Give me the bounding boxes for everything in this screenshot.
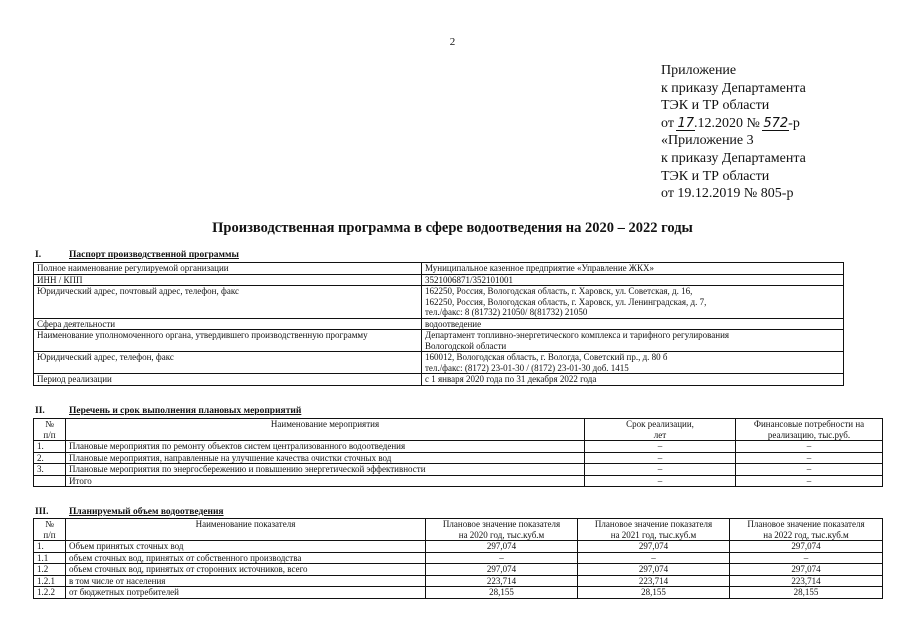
table-row — [34, 475, 883, 487]
section-3-heading — [35, 507, 224, 517]
row-number: 2. — [34, 452, 66, 464]
value-2022: 28,155 — [730, 587, 883, 599]
measure-finance: – — [736, 464, 883, 476]
table-row — [34, 575, 883, 587]
table-row — [34, 587, 883, 599]
section-title: Паспорт производственной программы — [69, 250, 239, 260]
value-2021: 28,155 — [578, 587, 730, 599]
row-number: 1.2.2 — [34, 587, 66, 599]
measure-finance: – — [736, 475, 883, 487]
table-header-row — [34, 419, 883, 441]
section-number: I. — [35, 250, 42, 260]
indicator-name: объем сточных вод, принятых от собственного производства — [66, 552, 426, 564]
annex-line: Приложение — [661, 63, 737, 78]
table-row — [34, 318, 844, 330]
section-title: Перечень и срок выполнения плановых мероприятий — [69, 406, 302, 416]
measure-term: – — [585, 452, 736, 464]
value-2021: 223,714 — [578, 575, 730, 587]
table-row — [34, 286, 844, 319]
column-header: Плановое значение показателя на 2021 год, тыс.куб.м — [578, 519, 730, 541]
value-2021: 297,074 — [578, 541, 730, 553]
page-number: 2 — [449, 36, 456, 48]
section-title: Планируемый объем водоотведения — [69, 507, 224, 517]
measure-finance: – — [736, 452, 883, 464]
annex-line: к приказу Департамента — [661, 80, 806, 96]
value-2020: 297,074 — [426, 541, 578, 553]
handwritten-number: 572 — [763, 115, 789, 131]
value-2020: 223,714 — [426, 575, 578, 587]
measure-name: Плановые мероприятия, направленные на улучшение качества очистки сточных вод — [66, 452, 585, 464]
passport-label: Сфера деятельности — [34, 318, 422, 330]
measures-table — [33, 418, 883, 487]
value-2020: – — [426, 552, 578, 564]
table-row — [34, 263, 844, 275]
passport-label: Юридический адрес, почтовый адрес, телефон, факс — [34, 286, 422, 319]
column-header: № п/п — [34, 419, 66, 441]
annex-mid: .12.2020 № — [693, 115, 764, 131]
handwritten-day: 17 — [677, 115, 694, 131]
passport-value: 162250, Россия, Вологодская область, г. Харовск, ул. Советская, д. 16, 162250, Россия, Вологодская область, г. Харовск, ул. Ленинградская, д. 7, тел./факс: 8 (81732) 21050/ 8(81732) 21050 — [422, 286, 844, 319]
row-number — [34, 475, 66, 487]
table-header-row — [34, 519, 883, 541]
passport-value: с 1 января 2020 года по 31 декабря 2022 года — [422, 374, 844, 386]
table-row — [34, 541, 883, 553]
value-2022: 297,074 — [730, 541, 883, 553]
row-number: 1.2 — [34, 564, 66, 576]
passport-label: Период реализации — [34, 374, 422, 386]
value-2021: – — [578, 552, 730, 564]
passport-label: Полное наименование регулируемой организации — [34, 263, 422, 275]
column-header: Плановое значение показателя на 2022 год, тыс.куб.м — [730, 519, 883, 541]
table-row — [34, 564, 883, 576]
measure-term: – — [585, 475, 736, 487]
annex-order-line — [661, 115, 901, 133]
value-2022: – — [730, 552, 883, 564]
measure-term: – — [585, 441, 736, 453]
section-2-heading — [35, 406, 301, 416]
indicator-name: в том числе от населения — [66, 575, 426, 587]
annex-line: к приказу Департамента — [661, 150, 806, 166]
document-title: Производственная программа в сфере водоотведения на 2020 – 2022 годы — [212, 220, 693, 236]
passport-label: Юридический адрес, телефон, факс — [34, 352, 422, 374]
table-row — [34, 330, 844, 352]
value-2022: 223,714 — [730, 575, 883, 587]
table-row — [34, 552, 883, 564]
column-header: Наименование мероприятия — [66, 419, 585, 441]
indicator-name: Объем принятых сточных вод — [66, 541, 426, 553]
row-number: 1.2.1 — [34, 575, 66, 587]
indicator-name: от бюджетных потребителей — [66, 587, 426, 599]
value-2020: 297,074 — [426, 564, 578, 576]
table-row — [34, 352, 844, 374]
column-header: № п/п — [34, 519, 66, 541]
value-2022: 297,074 — [730, 564, 883, 576]
value-2021: 297,074 — [578, 564, 730, 576]
volume-table — [33, 518, 883, 599]
passport-value: 3521006871/352101001 — [422, 274, 844, 286]
annex-line: «Приложение 3 — [661, 133, 754, 149]
section-1-heading — [35, 250, 239, 260]
annex-line: ТЭК и ТР области — [661, 98, 770, 114]
table-row — [34, 274, 844, 286]
passport-label: ИНН / КПП — [34, 274, 422, 286]
annex-line: ТЭК и ТР области — [661, 168, 770, 184]
table-row — [34, 464, 883, 476]
passport-value: Департамент топливно-энергетического комплекса и тарифного регулирования Вологодской области — [422, 330, 844, 352]
section-number: II. — [35, 406, 45, 416]
table-row — [34, 374, 844, 386]
row-number: 1.1 — [34, 552, 66, 564]
annex-block — [661, 62, 901, 203]
passport-value: 160012, Вологодская область, г. Вологда, Советский пр., д. 80 б тел./факс: (8172) 23-01-30 / (8172) 23-01-30 доб. 1415 — [422, 352, 844, 374]
passport-value: водоотведение — [422, 318, 844, 330]
annex-prefix: от — [661, 115, 678, 131]
passport-table — [33, 262, 844, 386]
row-number: 3. — [34, 464, 66, 476]
measure-name: Плановые мероприятия по энергосбережению и повышению энергетической эффективности — [66, 464, 585, 476]
table-row — [34, 441, 883, 453]
measure-term: – — [585, 464, 736, 476]
passport-value: Муниципальное казенное предприятие «Управление ЖКХ» — [422, 263, 844, 275]
annex-suffix: -р — [788, 115, 800, 131]
measure-name: Плановые мероприятия по ремонту объектов систем централизованного водоотведения — [66, 441, 585, 453]
column-header: Финансовые потребности на реализацию, тыс.руб. — [736, 419, 883, 441]
indicator-name: объем сточных вод, принятых от сторонних источников, всего — [66, 564, 426, 576]
passport-label: Наименование уполномоченного органа, утвердившего производственную программу — [34, 330, 422, 352]
row-number: 1. — [34, 541, 66, 553]
annex-line: от 19.12.2019 № 805-р — [661, 186, 794, 202]
column-header: Срок реализации, лет — [585, 419, 736, 441]
table-row — [34, 452, 883, 464]
measure-finance: – — [736, 441, 883, 453]
column-header: Наименование показателя — [66, 519, 426, 541]
value-2020: 28,155 — [426, 587, 578, 599]
measure-name: Итого — [66, 475, 585, 487]
column-header: Плановое значение показателя на 2020 год, тыс.куб.м — [426, 519, 578, 541]
section-number: III. — [35, 507, 49, 517]
row-number: 1. — [34, 441, 66, 453]
